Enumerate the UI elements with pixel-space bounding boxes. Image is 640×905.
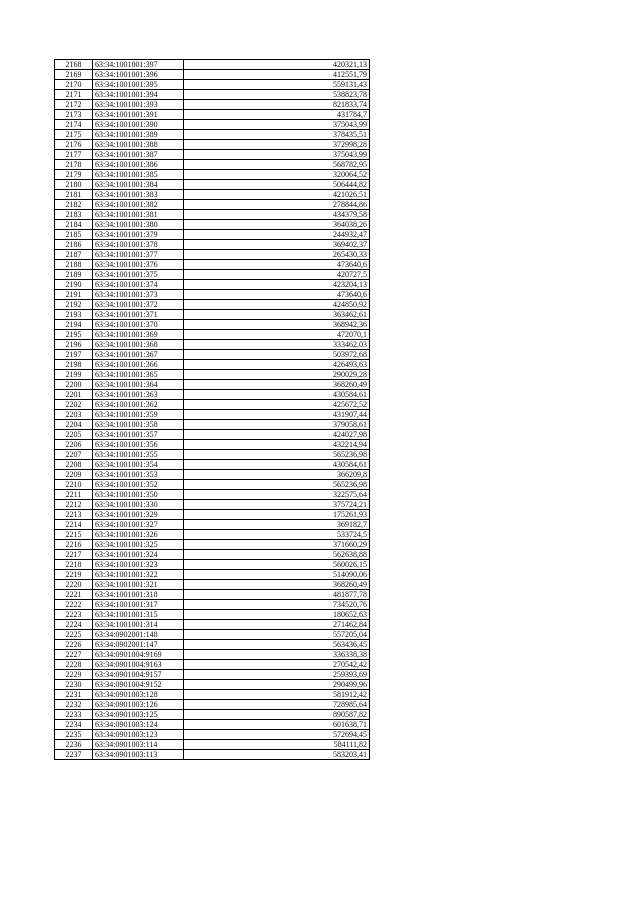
- cadastral-number-cell: 63:34:1001001:393: [93, 100, 184, 110]
- table-row: [55, 440, 370, 450]
- value-cell: 423204,13: [184, 280, 370, 290]
- table-row: [55, 260, 370, 270]
- cadastral-number-cell: 63:34:1001001:376: [93, 260, 184, 270]
- row-number-cell: 2193: [55, 310, 93, 320]
- value-cell: 278844,86: [184, 200, 370, 210]
- row-number-cell: 2223: [55, 610, 93, 620]
- table-row: [55, 690, 370, 700]
- value-cell: 420727,5: [184, 270, 370, 280]
- cadastral-number-cell: 63:34:1001001:374: [93, 280, 184, 290]
- table-row: [55, 290, 370, 300]
- row-number-cell: 2168: [55, 60, 93, 70]
- row-number-cell: 2169: [55, 70, 93, 80]
- value-cell: 244932,47: [184, 230, 370, 240]
- cadastral-number-cell: 63:34:1001001:356: [93, 440, 184, 450]
- table-row: [55, 570, 370, 580]
- value-cell: 538823,78: [184, 90, 370, 100]
- value-cell: 533724,5: [184, 530, 370, 540]
- cadastral-number-cell: 63:34:0901003:125: [93, 710, 184, 720]
- value-cell: 506444,82: [184, 180, 370, 190]
- table-row: [55, 710, 370, 720]
- value-cell: 368260,49: [184, 580, 370, 590]
- cadastral-number-cell: 63:34:1001001:325: [93, 540, 184, 550]
- row-number-cell: 2176: [55, 140, 93, 150]
- value-cell: 568782,95: [184, 160, 370, 170]
- table-row: [55, 650, 370, 660]
- cadastral-number-cell: 63:34:1001001:379: [93, 230, 184, 240]
- row-number-cell: 2186: [55, 240, 93, 250]
- row-number-cell: 2200: [55, 380, 93, 390]
- row-number-cell: 2202: [55, 400, 93, 410]
- row-number-cell: 2187: [55, 250, 93, 260]
- row-number-cell: 2198: [55, 360, 93, 370]
- row-number-cell: 2215: [55, 530, 93, 540]
- table-row: [55, 80, 370, 90]
- table-row: [55, 740, 370, 750]
- table-row: [55, 340, 370, 350]
- table-row: [55, 60, 370, 70]
- row-number-cell: 2185: [55, 230, 93, 240]
- row-number-cell: 2194: [55, 320, 93, 330]
- cadastral-number-cell: 63:34:1001001:365: [93, 370, 184, 380]
- cadastral-number-cell: 63:34:1001001:372: [93, 300, 184, 310]
- cadastral-number-cell: 63:34:1001001:323: [93, 560, 184, 570]
- table-row: [55, 280, 370, 290]
- value-cell: 557205,04: [184, 630, 370, 640]
- cadastral-number-cell: 63:34:0901003:124: [93, 720, 184, 730]
- value-cell: 271462,84: [184, 620, 370, 630]
- table-row: [55, 300, 370, 310]
- value-cell: 562638,88: [184, 550, 370, 560]
- table-row: [55, 410, 370, 420]
- table-row: [55, 370, 370, 380]
- table-row: [55, 590, 370, 600]
- row-number-cell: 2210: [55, 480, 93, 490]
- row-number-cell: 2175: [55, 130, 93, 140]
- row-number-cell: 2219: [55, 570, 93, 580]
- value-cell: 473640,6: [184, 290, 370, 300]
- value-cell: 728985,64: [184, 700, 370, 710]
- row-number-cell: 2174: [55, 120, 93, 130]
- table-row: [55, 180, 370, 190]
- value-cell: 265430,33: [184, 250, 370, 260]
- value-cell: 560026,15: [184, 560, 370, 570]
- value-cell: 431907,44: [184, 410, 370, 420]
- cadastral-value-table: [54, 59, 370, 760]
- value-cell: 333462,03: [184, 340, 370, 350]
- value-cell: 421026,51: [184, 190, 370, 200]
- row-number-cell: 2189: [55, 270, 93, 280]
- cadastral-number-cell: 63:34:1001001:315: [93, 610, 184, 620]
- cadastral-number-cell: 63:34:1001001:382: [93, 200, 184, 210]
- table-row: [55, 430, 370, 440]
- table-row: [55, 580, 370, 590]
- value-cell: 565236,98: [184, 480, 370, 490]
- row-number-cell: 2184: [55, 220, 93, 230]
- value-cell: 430584,61: [184, 460, 370, 470]
- cadastral-number-cell: 63:34:1001001:317: [93, 600, 184, 610]
- value-cell: 412551,79: [184, 70, 370, 80]
- cadastral-number-cell: 63:34:1001001:377: [93, 250, 184, 260]
- value-cell: 424027,98: [184, 430, 370, 440]
- row-number-cell: 2228: [55, 660, 93, 670]
- row-number-cell: 2197: [55, 350, 93, 360]
- cadastral-number-cell: 63:34:1001001:387: [93, 150, 184, 160]
- table-row: [55, 130, 370, 140]
- value-cell: 290029,28: [184, 370, 370, 380]
- row-number-cell: 2206: [55, 440, 93, 450]
- cadastral-number-cell: 63:34:0901003:128: [93, 690, 184, 700]
- table-row: [55, 730, 370, 740]
- row-number-cell: 2209: [55, 470, 93, 480]
- cadastral-number-cell: 63:34:0901003:113: [93, 750, 184, 760]
- row-number-cell: 2229: [55, 670, 93, 680]
- value-cell: 371660,29: [184, 540, 370, 550]
- value-cell: 366209,8: [184, 470, 370, 480]
- cadastral-number-cell: 63:34:1001001:326: [93, 530, 184, 540]
- row-number-cell: 2177: [55, 150, 93, 160]
- row-number-cell: 2173: [55, 110, 93, 120]
- value-cell: 369402,37: [184, 240, 370, 250]
- table-row: [55, 380, 370, 390]
- cadastral-number-cell: 63:34:1001001:327: [93, 520, 184, 530]
- table-row: [55, 680, 370, 690]
- cadastral-number-cell: 63:34:1001001:381: [93, 210, 184, 220]
- table-row: [55, 230, 370, 240]
- row-number-cell: 2231: [55, 690, 93, 700]
- table-row: [55, 750, 370, 760]
- row-number-cell: 2201: [55, 390, 93, 400]
- table-row: [55, 330, 370, 340]
- row-number-cell: 2212: [55, 500, 93, 510]
- value-cell: 420321,13: [184, 60, 370, 70]
- cadastral-number-cell: 63:34:0901004:9169: [93, 650, 184, 660]
- value-cell: 584111,82: [184, 740, 370, 750]
- row-number-cell: 2221: [55, 590, 93, 600]
- cadastral-number-cell: 63:34:1001001:370: [93, 320, 184, 330]
- value-cell: 431784,7: [184, 110, 370, 120]
- cadastral-number-cell: 63:34:0902001:147: [93, 640, 184, 650]
- value-cell: 270542,42: [184, 660, 370, 670]
- row-number-cell: 2205: [55, 430, 93, 440]
- table-row: [55, 670, 370, 680]
- table-row: [55, 250, 370, 260]
- table-row: [55, 110, 370, 120]
- cadastral-number-cell: 63:34:1001001:373: [93, 290, 184, 300]
- row-number-cell: 2208: [55, 460, 93, 470]
- cadastral-number-cell: 63:34:0901003:126: [93, 700, 184, 710]
- cadastral-number-cell: 63:34:1001001:378: [93, 240, 184, 250]
- cadastral-number-cell: 63:34:0901004:9157: [93, 670, 184, 680]
- table-row: [55, 460, 370, 470]
- row-number-cell: 2199: [55, 370, 93, 380]
- table-row: [55, 70, 370, 80]
- cadastral-number-cell: 63:34:1001001:318: [93, 590, 184, 600]
- row-number-cell: 2236: [55, 740, 93, 750]
- row-number-cell: 2204: [55, 420, 93, 430]
- value-cell: 175261,93: [184, 510, 370, 520]
- cadastral-number-cell: 63:34:1001001:321: [93, 580, 184, 590]
- table-row: [55, 310, 370, 320]
- row-number-cell: 2225: [55, 630, 93, 640]
- table-row: [55, 150, 370, 160]
- table-row: [55, 220, 370, 230]
- table-row: [55, 170, 370, 180]
- table-row: [55, 190, 370, 200]
- value-cell: 434379,58: [184, 210, 370, 220]
- row-number-cell: 2178: [55, 160, 93, 170]
- table-row: [55, 480, 370, 490]
- row-number-cell: 2192: [55, 300, 93, 310]
- cadastral-number-cell: 63:34:1001001:384: [93, 180, 184, 190]
- row-number-cell: 2224: [55, 620, 93, 630]
- table-row: [55, 660, 370, 670]
- cadastral-number-cell: 63:34:1001001:395: [93, 80, 184, 90]
- table-row: [55, 550, 370, 560]
- value-cell: 364038,26: [184, 220, 370, 230]
- table-row: [55, 720, 370, 730]
- table-row: [55, 500, 370, 510]
- table-row: [55, 120, 370, 130]
- table-row: [55, 390, 370, 400]
- value-cell: 572694,45: [184, 730, 370, 740]
- row-number-cell: 2181: [55, 190, 93, 200]
- table-row: [55, 200, 370, 210]
- table-row: [55, 210, 370, 220]
- table-row: [55, 270, 370, 280]
- value-cell: 375043,99: [184, 150, 370, 160]
- value-cell: 290499,96: [184, 680, 370, 690]
- cadastral-number-cell: 63:34:0901004:9163: [93, 660, 184, 670]
- cadastral-number-cell: 63:34:1001001:369: [93, 330, 184, 340]
- row-number-cell: 2191: [55, 290, 93, 300]
- row-number-cell: 2203: [55, 410, 93, 420]
- cadastral-number-cell: 63:34:1001001:394: [93, 90, 184, 100]
- value-cell: 583203,41: [184, 750, 370, 760]
- cadastral-number-cell: 63:34:1001001:375: [93, 270, 184, 280]
- cadastral-number-cell: 63:34:1001001:329: [93, 510, 184, 520]
- value-cell: 336338,38: [184, 650, 370, 660]
- value-cell: 425672,52: [184, 400, 370, 410]
- row-number-cell: 2171: [55, 90, 93, 100]
- value-cell: 559131,43: [184, 80, 370, 90]
- cadastral-number-cell: 63:34:1001001:371: [93, 310, 184, 320]
- value-cell: 581912,42: [184, 690, 370, 700]
- row-number-cell: 2190: [55, 280, 93, 290]
- cadastral-number-cell: 63:34:1001001:352: [93, 480, 184, 490]
- row-number-cell: 2216: [55, 540, 93, 550]
- cadastral-number-cell: 63:34:1001001:358: [93, 420, 184, 430]
- row-number-cell: 2220: [55, 580, 93, 590]
- cadastral-number-cell: 63:34:1001001:366: [93, 360, 184, 370]
- table-row: [55, 90, 370, 100]
- cadastral-number-cell: 63:34:1001001:390: [93, 120, 184, 130]
- cadastral-number-cell: 63:34:1001001:359: [93, 410, 184, 420]
- row-number-cell: 2180: [55, 180, 93, 190]
- table-row: [55, 540, 370, 550]
- cadastral-number-cell: 63:34:0901004:9152: [93, 680, 184, 690]
- table-row: [55, 510, 370, 520]
- cadastral-number-cell: 63:34:1001001:355: [93, 450, 184, 460]
- cadastral-number-cell: 63:34:1001001:350: [93, 490, 184, 500]
- row-number-cell: 2196: [55, 340, 93, 350]
- value-cell: 369182,7: [184, 520, 370, 530]
- cadastral-number-cell: 63:34:1001001:362: [93, 400, 184, 410]
- row-number-cell: 2188: [55, 260, 93, 270]
- row-number-cell: 2232: [55, 700, 93, 710]
- value-cell: 514090,06: [184, 570, 370, 580]
- value-cell: 368942,36: [184, 320, 370, 330]
- table-row: [55, 240, 370, 250]
- value-cell: 372998,28: [184, 140, 370, 150]
- row-number-cell: 2226: [55, 640, 93, 650]
- table-row: [55, 470, 370, 480]
- cadastral-number-cell: 63:34:0901003:123: [93, 730, 184, 740]
- value-cell: 734520,76: [184, 600, 370, 610]
- value-cell: 379058,61: [184, 420, 370, 430]
- value-cell: 821833,74: [184, 100, 370, 110]
- table-row: [55, 610, 370, 620]
- row-number-cell: 2237: [55, 750, 93, 760]
- row-number-cell: 2207: [55, 450, 93, 460]
- table-body: [55, 60, 370, 760]
- cadastral-number-cell: 63:34:1001001:314: [93, 620, 184, 630]
- value-cell: 368260,49: [184, 380, 370, 390]
- cadastral-number-cell: 63:34:1001001:354: [93, 460, 184, 470]
- cadastral-number-cell: 63:34:1001001:385: [93, 170, 184, 180]
- cadastral-number-cell: 63:34:1001001:324: [93, 550, 184, 560]
- table-row: [55, 560, 370, 570]
- cadastral-number-cell: 63:34:1001001:364: [93, 380, 184, 390]
- value-cell: 259393,69: [184, 670, 370, 680]
- value-cell: 322575,64: [184, 490, 370, 500]
- table-row: [55, 620, 370, 630]
- table-row: [55, 490, 370, 500]
- cadastral-number-cell: 63:34:1001001:357: [93, 430, 184, 440]
- cadastral-number-cell: 63:34:1001001:322: [93, 570, 184, 580]
- table-row: [55, 100, 370, 110]
- cadastral-number-cell: 63:34:1001001:388: [93, 140, 184, 150]
- table-row: [55, 700, 370, 710]
- value-cell: 363462,61: [184, 310, 370, 320]
- row-number-cell: 2217: [55, 550, 93, 560]
- cadastral-number-cell: 63:34:1001001:397: [93, 60, 184, 70]
- row-number-cell: 2211: [55, 490, 93, 500]
- table-row: [55, 140, 370, 150]
- table-row: [55, 160, 370, 170]
- table-row: [55, 640, 370, 650]
- row-number-cell: 2195: [55, 330, 93, 340]
- value-cell: 432214,94: [184, 440, 370, 450]
- table-row: [55, 420, 370, 430]
- table-row: [55, 630, 370, 640]
- value-cell: 424850,92: [184, 300, 370, 310]
- value-cell: 565236,98: [184, 450, 370, 460]
- row-number-cell: 2183: [55, 210, 93, 220]
- row-number-cell: 2213: [55, 510, 93, 520]
- value-cell: 426493,63: [184, 360, 370, 370]
- cadastral-number-cell: 63:34:1001001:363: [93, 390, 184, 400]
- cadastral-number-cell: 63:34:1001001:383: [93, 190, 184, 200]
- value-cell: 320064,52: [184, 170, 370, 180]
- value-cell: 890587,82: [184, 710, 370, 720]
- cadastral-number-cell: 63:34:0902001:148: [93, 630, 184, 640]
- value-cell: 375043,99: [184, 120, 370, 130]
- row-number-cell: 2234: [55, 720, 93, 730]
- cadastral-number-cell: 63:34:1001001:391: [93, 110, 184, 120]
- row-number-cell: 2179: [55, 170, 93, 180]
- value-cell: 481877,78: [184, 590, 370, 600]
- value-cell: 472070,1: [184, 330, 370, 340]
- value-cell: 473640,6: [184, 260, 370, 270]
- cadastral-number-cell: 63:34:1001001:380: [93, 220, 184, 230]
- cadastral-number-cell: 63:34:1001001:368: [93, 340, 184, 350]
- cadastral-number-cell: 63:34:1001001:330: [93, 500, 184, 510]
- value-cell: 503972,68: [184, 350, 370, 360]
- value-cell: 430584,61: [184, 390, 370, 400]
- table-row: [55, 520, 370, 530]
- row-number-cell: 2172: [55, 100, 93, 110]
- cadastral-number-cell: 63:34:1001001:353: [93, 470, 184, 480]
- cadastral-number-cell: 63:34:1001001:367: [93, 350, 184, 360]
- row-number-cell: 2227: [55, 650, 93, 660]
- table-row: [55, 530, 370, 540]
- value-cell: 601638,71: [184, 720, 370, 730]
- value-cell: 378435,51: [184, 130, 370, 140]
- value-cell: 563436,45: [184, 640, 370, 650]
- table-row: [55, 350, 370, 360]
- row-number-cell: 2233: [55, 710, 93, 720]
- row-number-cell: 2218: [55, 560, 93, 570]
- cadastral-number-cell: 63:34:1001001:389: [93, 130, 184, 140]
- row-number-cell: 2230: [55, 680, 93, 690]
- table-row: [55, 400, 370, 410]
- table-row: [55, 600, 370, 610]
- table-row: [55, 320, 370, 330]
- value-cell: 375724,21: [184, 500, 370, 510]
- value-cell: 180652,63: [184, 610, 370, 620]
- row-number-cell: 2170: [55, 80, 93, 90]
- row-number-cell: 2214: [55, 520, 93, 530]
- row-number-cell: 2222: [55, 600, 93, 610]
- cadastral-number-cell: 63:34:1001001:396: [93, 70, 184, 80]
- cadastral-number-cell: 63:34:1001001:386: [93, 160, 184, 170]
- cadastral-number-cell: 63:34:0901003:114: [93, 740, 184, 750]
- table-row: [55, 450, 370, 460]
- row-number-cell: 2235: [55, 730, 93, 740]
- row-number-cell: 2182: [55, 200, 93, 210]
- table-row: [55, 360, 370, 370]
